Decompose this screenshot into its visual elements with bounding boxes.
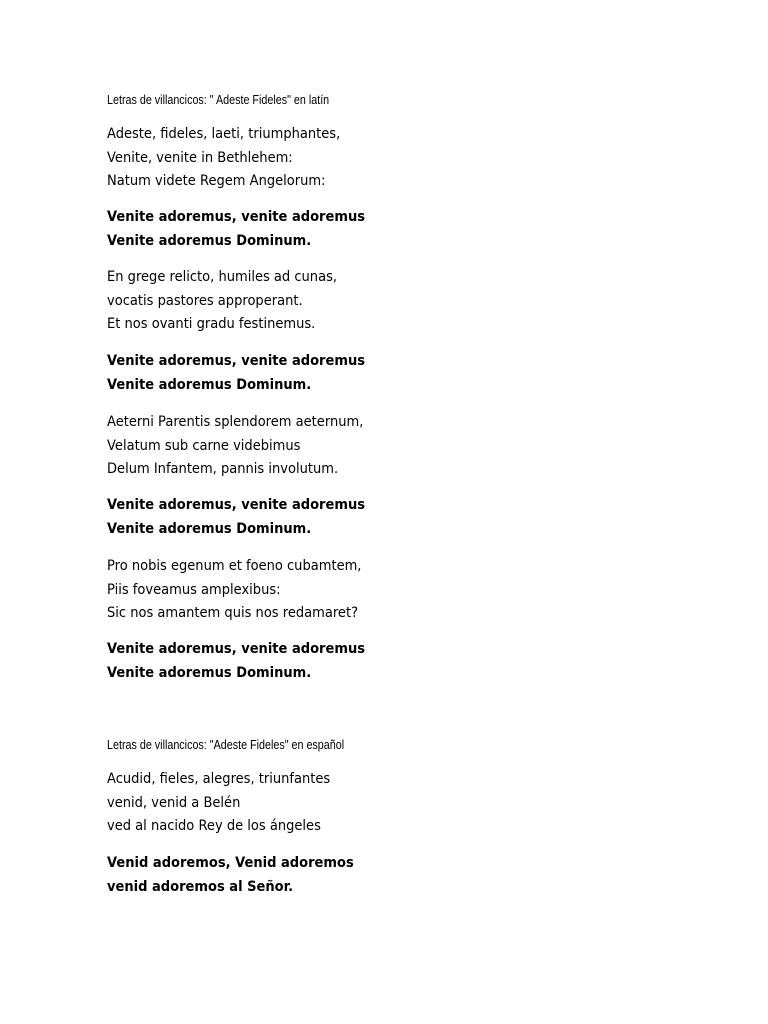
verse-line: Acudid, fieles, alegres, triunfantes <box>107 771 331 787</box>
verse-line: ved al nacido Rey de los ángeles <box>107 818 321 834</box>
verse-stanza-es-1 <box>107 768 355 839</box>
chorus-line: Venite adoremus Dominum. <box>107 520 312 537</box>
verse-line: Aeterni Parentis splendorem aeternum, <box>107 414 364 430</box>
chorus-line: Venite adoremus Dominum. <box>107 664 312 681</box>
verse-line: En grege relicto, humiles ad cunas, <box>107 269 338 285</box>
verse-stanza-1 <box>107 123 366 194</box>
section-heading-spanish: Letras de villancicos: "Adeste Fideles" en español <box>107 738 345 752</box>
section-heading-latin: Letras de villancicos: " Adeste Fideles" en latín <box>107 93 330 107</box>
chorus-line: Venite adoremus, venite adoremus <box>107 353 366 369</box>
chorus-stanza-1 <box>107 206 394 253</box>
verse-stanza-3 <box>107 411 392 482</box>
chorus-line: venid adoremos al Señor. <box>107 878 294 895</box>
verse-line: Venite, venite in Bethlehem: <box>107 149 293 166</box>
verse-stanza-4 <box>107 555 390 626</box>
chorus-stanza-2 <box>107 350 394 397</box>
verse-line: Sic nos amantem quis nos redamaret? <box>107 605 359 621</box>
verse-line: Piis foveamus amplexibus: <box>107 581 281 598</box>
verse-stanza-2 <box>107 266 363 337</box>
verse-line: Natum videte Regem Angelorum: <box>107 173 326 189</box>
chorus-line: Venite adoremus, venite adoremus <box>107 497 366 513</box>
chorus-line: Venite adoremus Dominum. <box>107 376 312 393</box>
verse-line: Adeste, fideles, laeti, triumphantes, <box>107 126 341 142</box>
verse-line: venid, venid a Belén <box>107 794 241 811</box>
verse-line: vocatis pastores approperant. <box>107 292 303 309</box>
verse-line: Pro nobis egenum et foeno cubamtem, <box>107 558 362 574</box>
verse-line: Delum Infantem, pannis involutum. <box>107 461 339 477</box>
verse-line: Et nos ovanti gradu festinemus. <box>107 316 316 332</box>
verse-line: Velatum sub carne videbimus <box>107 437 301 454</box>
chorus-line: Venite adoremus, venite adoremus <box>107 209 366 225</box>
chorus-line: Venid adoremos, Venid adoremos <box>107 855 354 871</box>
chorus-line: Venite adoremus Dominum. <box>107 232 312 249</box>
chorus-line: Venite adoremus, venite adoremus <box>107 641 366 657</box>
chorus-stanza-4 <box>107 638 394 685</box>
document-page <box>107 0 727 1024</box>
chorus-stanza-3 <box>107 494 394 541</box>
chorus-stanza-es-1 <box>107 852 381 899</box>
